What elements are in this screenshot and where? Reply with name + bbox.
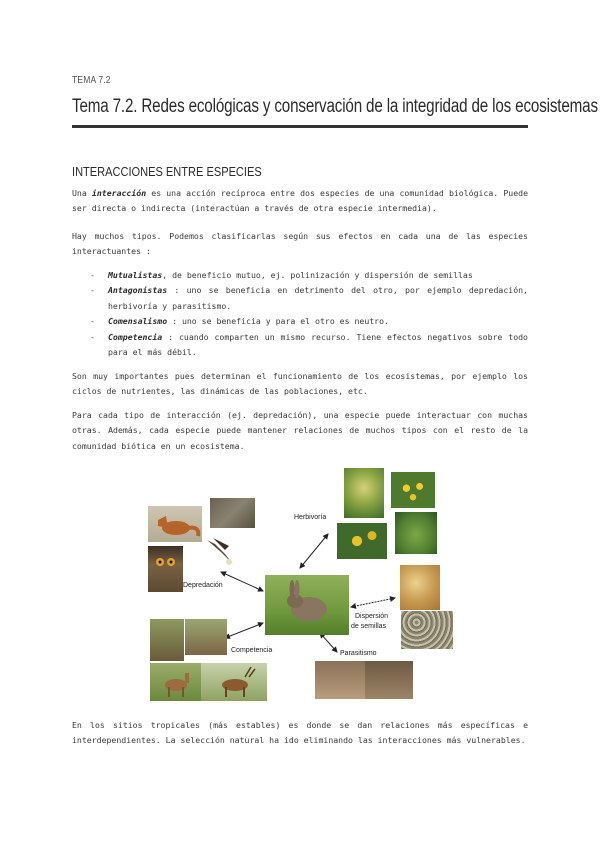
list-dash: - bbox=[90, 270, 95, 280]
owl-photo bbox=[148, 546, 183, 592]
list-item-antagonistas bbox=[90, 283, 528, 314]
plant-photo-1 bbox=[344, 468, 384, 518]
paragraph-definition-post: es una acción recíproca entre dos especies de una comunidad biológica. Puede ser directa o indirecta (interactúan a través de otra especie intermedia). bbox=[72, 188, 529, 214]
list-item-text: : cuando comparten un mismo recurso. Tiene efectos negativos sobre todo para el más débil. bbox=[108, 331, 528, 358]
wildcat-photo bbox=[210, 498, 255, 528]
list-item-text: : uno se beneficia en detrimento del otro, por ejemplo depredación, herbivoría y parasitismo. bbox=[108, 285, 528, 311]
list-item-comensalismo bbox=[90, 314, 528, 329]
list-item-text: : uno se beneficia y para el otro es neutro. bbox=[167, 316, 389, 327]
paragraph-types: Hay muchos tipos. Podemos clasificarlas según sus efectos en cada una de las especies interactuantes : bbox=[72, 231, 528, 257]
topic-label: TEMA 7.2 bbox=[72, 75, 111, 86]
term-interaccion: interacción bbox=[91, 188, 147, 198]
label-parasitismo: Parasitismo bbox=[340, 650, 377, 657]
seed-photo-1 bbox=[400, 565, 440, 610]
term-mutualistas: Mutualistas bbox=[108, 270, 163, 280]
label-depredacion: Depredación bbox=[183, 582, 223, 589]
fox-shape bbox=[148, 506, 202, 542]
eagle-photo bbox=[203, 534, 239, 570]
list-item-text: , de beneficio mutuo, ej. polinización y dispersión de semillas bbox=[162, 270, 473, 280]
paragraph-tropical: En los sitios tropicales (más estables) es donde se dan relaciones más específicas e interdependientes. La selección natural ha ido eliminando las interacciones más vulnerables. bbox=[72, 720, 528, 746]
owl-shape bbox=[148, 546, 183, 592]
rabbit-photo bbox=[265, 575, 349, 635]
label-dispersion-1: Dispersión bbox=[355, 613, 389, 620]
deer-photo-1 bbox=[150, 663, 201, 701]
arrow-parasitismo bbox=[320, 633, 337, 652]
term-antagonistas: Antagonistas bbox=[108, 285, 168, 296]
list-item-mutualistas bbox=[90, 268, 528, 283]
seed-photo-2 bbox=[401, 611, 453, 649]
paragraph-definition bbox=[72, 186, 528, 217]
paragraph-definition-pre: Una bbox=[72, 188, 92, 198]
deer-shape-2 bbox=[201, 663, 267, 701]
arrow-dispersion bbox=[351, 598, 395, 607]
term-competencia: Competencia bbox=[108, 331, 163, 342]
term-comensalismo: Comensalismo bbox=[108, 316, 168, 327]
title-divider bbox=[72, 125, 528, 128]
interaction-types-list bbox=[90, 268, 528, 360]
deer-photo-2 bbox=[201, 663, 267, 701]
label-herbivoria: Herbivoría bbox=[294, 514, 327, 521]
flower-photo-2 bbox=[337, 523, 387, 559]
fox-photo bbox=[148, 506, 202, 542]
arrow-herbivoria bbox=[300, 534, 328, 568]
page-title: Tema 7.2. Redes ecológicas y conservación de la integridad de los ecosistemas bbox=[72, 96, 598, 117]
parasite-rabbit-photo-1 bbox=[315, 661, 365, 699]
section-heading: INTERACCIONES ENTRE ESPECIES bbox=[72, 164, 262, 179]
rabbit-shape bbox=[265, 575, 349, 635]
list-dash: - bbox=[90, 316, 95, 327]
boar-photo bbox=[185, 619, 227, 655]
eagle-shape bbox=[203, 534, 239, 570]
flower-photo-1 bbox=[391, 472, 435, 508]
deer-herd-photo bbox=[150, 619, 184, 661]
list-dash: - bbox=[90, 331, 95, 342]
deer-shape-1 bbox=[150, 663, 201, 701]
label-competencia: Competencia bbox=[231, 647, 273, 654]
paragraph-importance: Son muy importantes pues determinan el funcionamiento de los ecosistemas, por ejemplo los ciclos de nutrientes, las dinámicas de las poblaciones, etc. bbox=[72, 371, 528, 397]
interaction-network-figure bbox=[145, 465, 460, 705]
list-item-competencia bbox=[90, 330, 528, 361]
paragraph-multiple: Para cada tipo de interacción (ej. depredación), una especie puede interactuar con muchas otras. Además, cada especie puede mantener relaciones de muchos tipos con el resto de la comunidad biótica en un ecosistema. bbox=[72, 410, 528, 451]
list-dash: - bbox=[90, 285, 95, 296]
plant-photo-2 bbox=[395, 512, 437, 554]
arrow-depredacion bbox=[221, 572, 263, 591]
parasite-rabbit-photo-2 bbox=[365, 661, 413, 699]
label-dispersion-2: de semillas bbox=[351, 623, 387, 630]
arrow-competencia bbox=[225, 623, 263, 638]
